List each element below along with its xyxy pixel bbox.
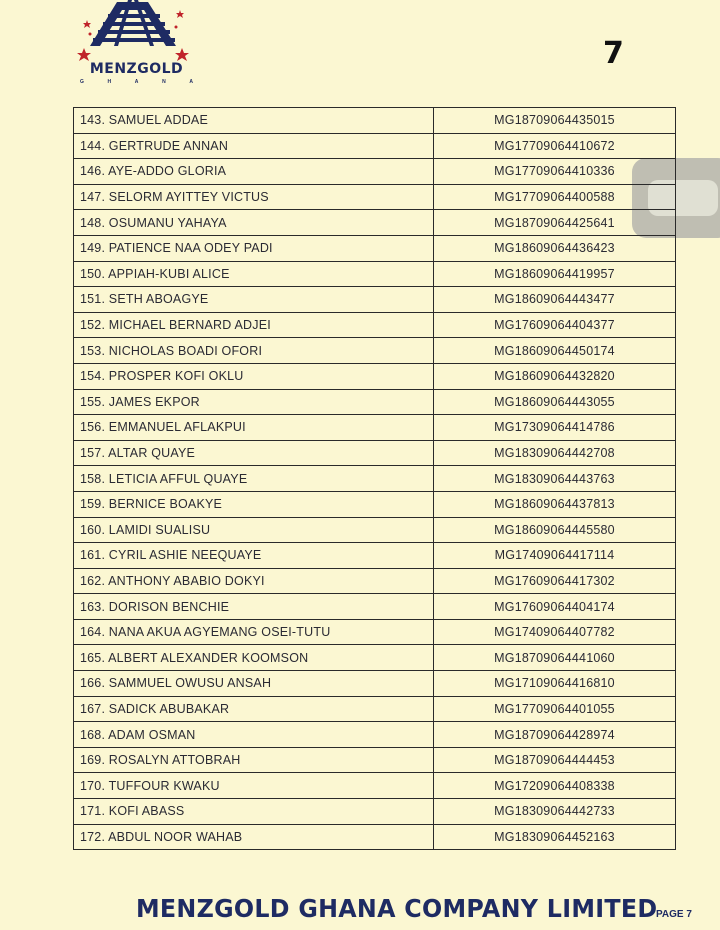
member-code-cell: MG18609064419957 <box>434 261 676 287</box>
member-code-cell: MG17709064400588 <box>434 184 676 210</box>
table-row <box>74 415 676 441</box>
brand-subtitle <box>80 79 193 85</box>
brand-sub-letter: G <box>80 79 84 85</box>
table-row <box>74 799 676 825</box>
table-row <box>74 568 676 594</box>
member-name-cell: 169. ROSALYN ATTOBRAH <box>74 747 434 773</box>
member-name-cell: 155. JAMES EKPOR <box>74 389 434 415</box>
member-name-cell: 164. NANA AKUA AGYEMANG OSEI-TUTU <box>74 619 434 645</box>
member-code-cell: MG17209064408338 <box>434 773 676 799</box>
table-row <box>74 363 676 389</box>
footer-page-label: PAGE 7 <box>656 909 692 920</box>
table-row <box>74 184 676 210</box>
table-row <box>74 491 676 517</box>
table-row <box>74 338 676 364</box>
member-name-cell: 157. ALTAR QUAYE <box>74 440 434 466</box>
member-code-cell: MG18609064443055 <box>434 389 676 415</box>
table-row <box>74 543 676 569</box>
table-row <box>74 235 676 261</box>
table-row <box>74 619 676 645</box>
brand-sub-letter: H <box>107 79 112 85</box>
table-row <box>74 312 676 338</box>
member-code-cell: MG17709064410336 <box>434 159 676 185</box>
table-row <box>74 440 676 466</box>
table-row <box>74 108 676 134</box>
table-row <box>74 747 676 773</box>
member-code-cell: MG17409064417114 <box>434 543 676 569</box>
table-row <box>74 133 676 159</box>
member-name-cell: 148. OSUMANU YAHAYA <box>74 210 434 236</box>
member-name-cell: 149. PATIENCE NAA ODEY PADI <box>74 235 434 261</box>
member-code-cell: MG18609064437813 <box>434 491 676 517</box>
member-name-cell: 151. SETH ABOAGYE <box>74 287 434 313</box>
member-code-cell: MG18709064428974 <box>434 722 676 748</box>
member-name-cell: 165. ALBERT ALEXANDER KOOMSON <box>74 645 434 671</box>
member-name-cell: 159. BERNICE BOAKYE <box>74 491 434 517</box>
member-name-cell: 170. TUFFOUR KWAKU <box>74 773 434 799</box>
member-name-cell: 146. AYE-ADDO GLORIA <box>74 159 434 185</box>
table-row <box>74 696 676 722</box>
brand-sub-letter: A <box>134 79 139 85</box>
member-code-cell: MG18309064452163 <box>434 824 676 850</box>
member-name-cell: 168. ADAM OSMAN <box>74 722 434 748</box>
table-row <box>74 722 676 748</box>
member-name-cell: 163. DORISON BENCHIE <box>74 594 434 620</box>
member-name-cell: 172. ABDUL NOOR WAHAB <box>74 824 434 850</box>
member-name-cell: 161. CYRIL ASHIE NEEQUAYE <box>74 543 434 569</box>
member-name-cell: 156. EMMANUEL AFLAKPUI <box>74 415 434 441</box>
member-name-cell: 147. SELORM AYITTEY VICTUS <box>74 184 434 210</box>
member-code-cell: MG17609064417302 <box>434 568 676 594</box>
member-name-cell: 153. NICHOLAS BOADI OFORI <box>74 338 434 364</box>
table-row <box>74 210 676 236</box>
member-code-cell: MG18609064445580 <box>434 517 676 543</box>
member-code-cell: MG18709064441060 <box>434 645 676 671</box>
table-row <box>74 389 676 415</box>
member-name-cell: 171. KOFI ABASS <box>74 799 434 825</box>
brand-name: MENZGOLD <box>89 61 184 77</box>
table-row <box>74 594 676 620</box>
menzgold-pyramid-logo-icon <box>70 0 200 62</box>
member-name-cell: 143. SAMUEL ADDAE <box>74 108 434 134</box>
member-code-cell: MG17609064404377 <box>434 312 676 338</box>
member-code-cell: MG17709064401055 <box>434 696 676 722</box>
table-row <box>74 773 676 799</box>
member-code-cell: MG18609064450174 <box>434 338 676 364</box>
member-name-cell: 152. MICHAEL BERNARD ADJEI <box>74 312 434 338</box>
member-name-cell: 160. LAMIDI SUALISU <box>74 517 434 543</box>
member-code-cell: MG17709064410672 <box>434 133 676 159</box>
member-code-cell: MG17309064414786 <box>434 415 676 441</box>
member-code-cell: MG17109064416810 <box>434 671 676 697</box>
member-name-cell: 167. SADICK ABUBAKAR <box>74 696 434 722</box>
member-name-cell: 162. ANTHONY ABABIO DOKYI <box>74 568 434 594</box>
member-code-cell: MG18309064443763 <box>434 466 676 492</box>
member-name-cell: 154. PROSPER KOFI OKLU <box>74 363 434 389</box>
member-name-cell: 166. SAMMUEL OWUSU ANSAH <box>74 671 434 697</box>
brand-sub-letter: N <box>162 79 166 85</box>
member-code-cell: MG18609064432820 <box>434 363 676 389</box>
member-code-cell: MG18309064442708 <box>434 440 676 466</box>
member-name-cell: 150. APPIAH-KUBI ALICE <box>74 261 434 287</box>
member-name-cell: 144. GERTRUDE ANNAN <box>74 133 434 159</box>
member-code-cell: MG18709064444453 <box>434 747 676 773</box>
table-row <box>74 261 676 287</box>
page-number-mark: 7 <box>603 36 624 71</box>
member-code-cell: MG18609064436423 <box>434 235 676 261</box>
member-code-cell: MG18609064443477 <box>434 287 676 313</box>
table-row <box>74 671 676 697</box>
member-table <box>73 107 676 850</box>
footer-company-name: MENZGOLD GHANA COMPANY LIMITED <box>136 894 658 923</box>
member-code-cell: MG18709064435015 <box>434 108 676 134</box>
table-row <box>74 287 676 313</box>
member-code-cell: MG18309064442733 <box>434 799 676 825</box>
member-name-cell: 158. LETICIA AFFUL QUAYE <box>74 466 434 492</box>
member-code-cell: MG17409064407782 <box>434 619 676 645</box>
table-row <box>74 159 676 185</box>
member-table-body <box>74 108 676 850</box>
table-row <box>74 517 676 543</box>
table-row <box>74 645 676 671</box>
brand-sub-letter: A <box>189 79 193 85</box>
member-code-cell: MG17609064404174 <box>434 594 676 620</box>
table-row <box>74 824 676 850</box>
member-code-cell: MG18709064425641 <box>434 210 676 236</box>
table-row <box>74 466 676 492</box>
